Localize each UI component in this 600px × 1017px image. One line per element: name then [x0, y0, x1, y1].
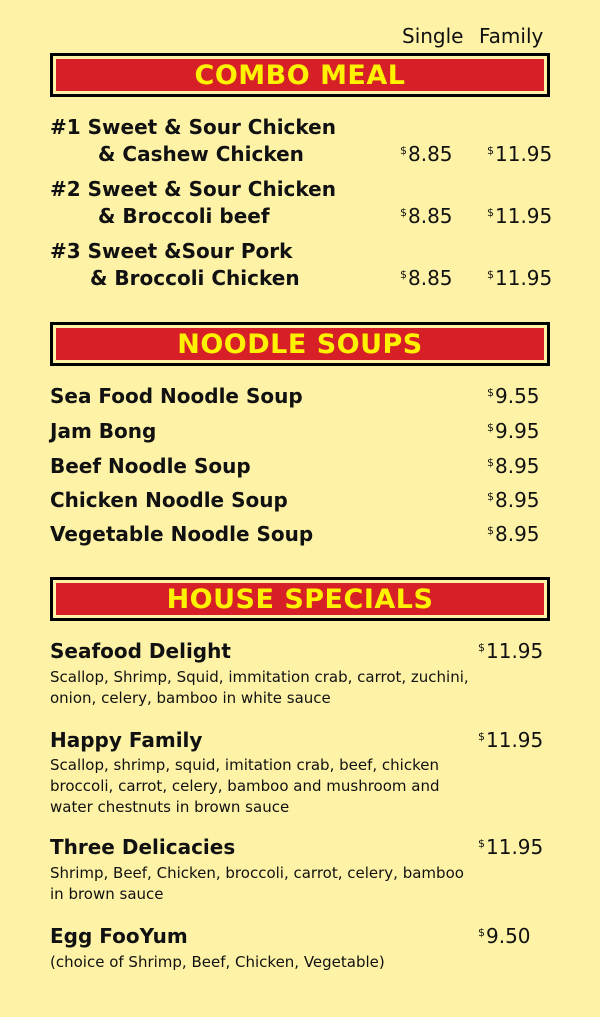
house-specials-banner: [50, 577, 550, 621]
noodle-item-price: $9.55: [487, 384, 540, 408]
noodle-soups-title: NOODLE SOUPS: [177, 328, 423, 360]
combo-item-3-line1: #3 Sweet &Sour Pork: [50, 239, 293, 263]
noodle-item-price: $8.95: [487, 454, 540, 478]
special-item-description: Shrimp, Beef, Chicken, broccoli, carrot, celery, bamboo in brown sauce: [50, 864, 464, 903]
combo-item-2-line2: & Broccoli beef: [98, 204, 270, 228]
special-item-name: Three Delicacies: [50, 835, 236, 859]
combo-item-1-single-price: $8.85: [400, 142, 453, 166]
special-item-name: Egg FooYum: [50, 924, 188, 948]
combo-item-3-line2: & Broccoli Chicken: [90, 266, 300, 290]
combo-item-1-line1: #1 Sweet & Sour Chicken: [50, 115, 336, 139]
special-item-name: Seafood Delight: [50, 639, 231, 663]
special-item-price: $11.95: [478, 835, 544, 859]
combo-item-2-single-price: $8.85: [400, 204, 453, 228]
special-item-price: $11.95: [478, 728, 544, 752]
special-item-description: Scallop, shrimp, squid, imitation crab, beef, chicken broccoli, carrot, celery, bamboo and mushroom and water chestnuts in brown sauce: [50, 756, 440, 816]
noodle-item-name: Vegetable Noodle Soup: [50, 522, 314, 546]
combo-item-2-line1: #2 Sweet & Sour Chicken: [50, 177, 336, 201]
combo-item-3-family-price: $11.95: [487, 266, 553, 290]
noodle-item-name: Chicken Noodle Soup: [50, 488, 288, 512]
combo-meal-banner: [50, 53, 550, 97]
combo-item-1-line2: & Cashew Chicken: [98, 142, 304, 166]
noodle-item-name: Sea Food Noodle Soup: [50, 384, 303, 408]
noodle-item-name: Jam Bong: [50, 419, 157, 443]
special-item-description: (choice of Shrimp, Beef, Chicken, Vegetable): [50, 953, 385, 971]
combo-item-1-family-price: $11.95: [487, 142, 553, 166]
noodle-item-price: $9.95: [487, 419, 540, 443]
noodle-item-price: $8.95: [487, 522, 540, 546]
combo-meal-title: COMBO MEAL: [194, 59, 406, 91]
special-item-description: Scallop, Shrimp, Squid, immitation crab, carrot, zuchini, onion, celery, bamboo in white sauce: [50, 668, 469, 707]
noodle-soups-banner: [50, 322, 550, 366]
special-item-price: $9.50: [478, 924, 531, 948]
noodle-item-name: Beef Noodle Soup: [50, 454, 251, 478]
column-header-single: Single: [402, 24, 464, 48]
special-item-price: $11.95: [478, 639, 544, 663]
noodle-item-price: $8.95: [487, 488, 540, 512]
house-specials-title: HOUSE SPECIALS: [166, 583, 434, 615]
combo-item-3-single-price: $8.85: [400, 266, 453, 290]
combo-item-2-family-price: $11.95: [487, 204, 553, 228]
column-header-family: Family: [479, 24, 544, 48]
special-item-name: Happy Family: [50, 728, 203, 752]
